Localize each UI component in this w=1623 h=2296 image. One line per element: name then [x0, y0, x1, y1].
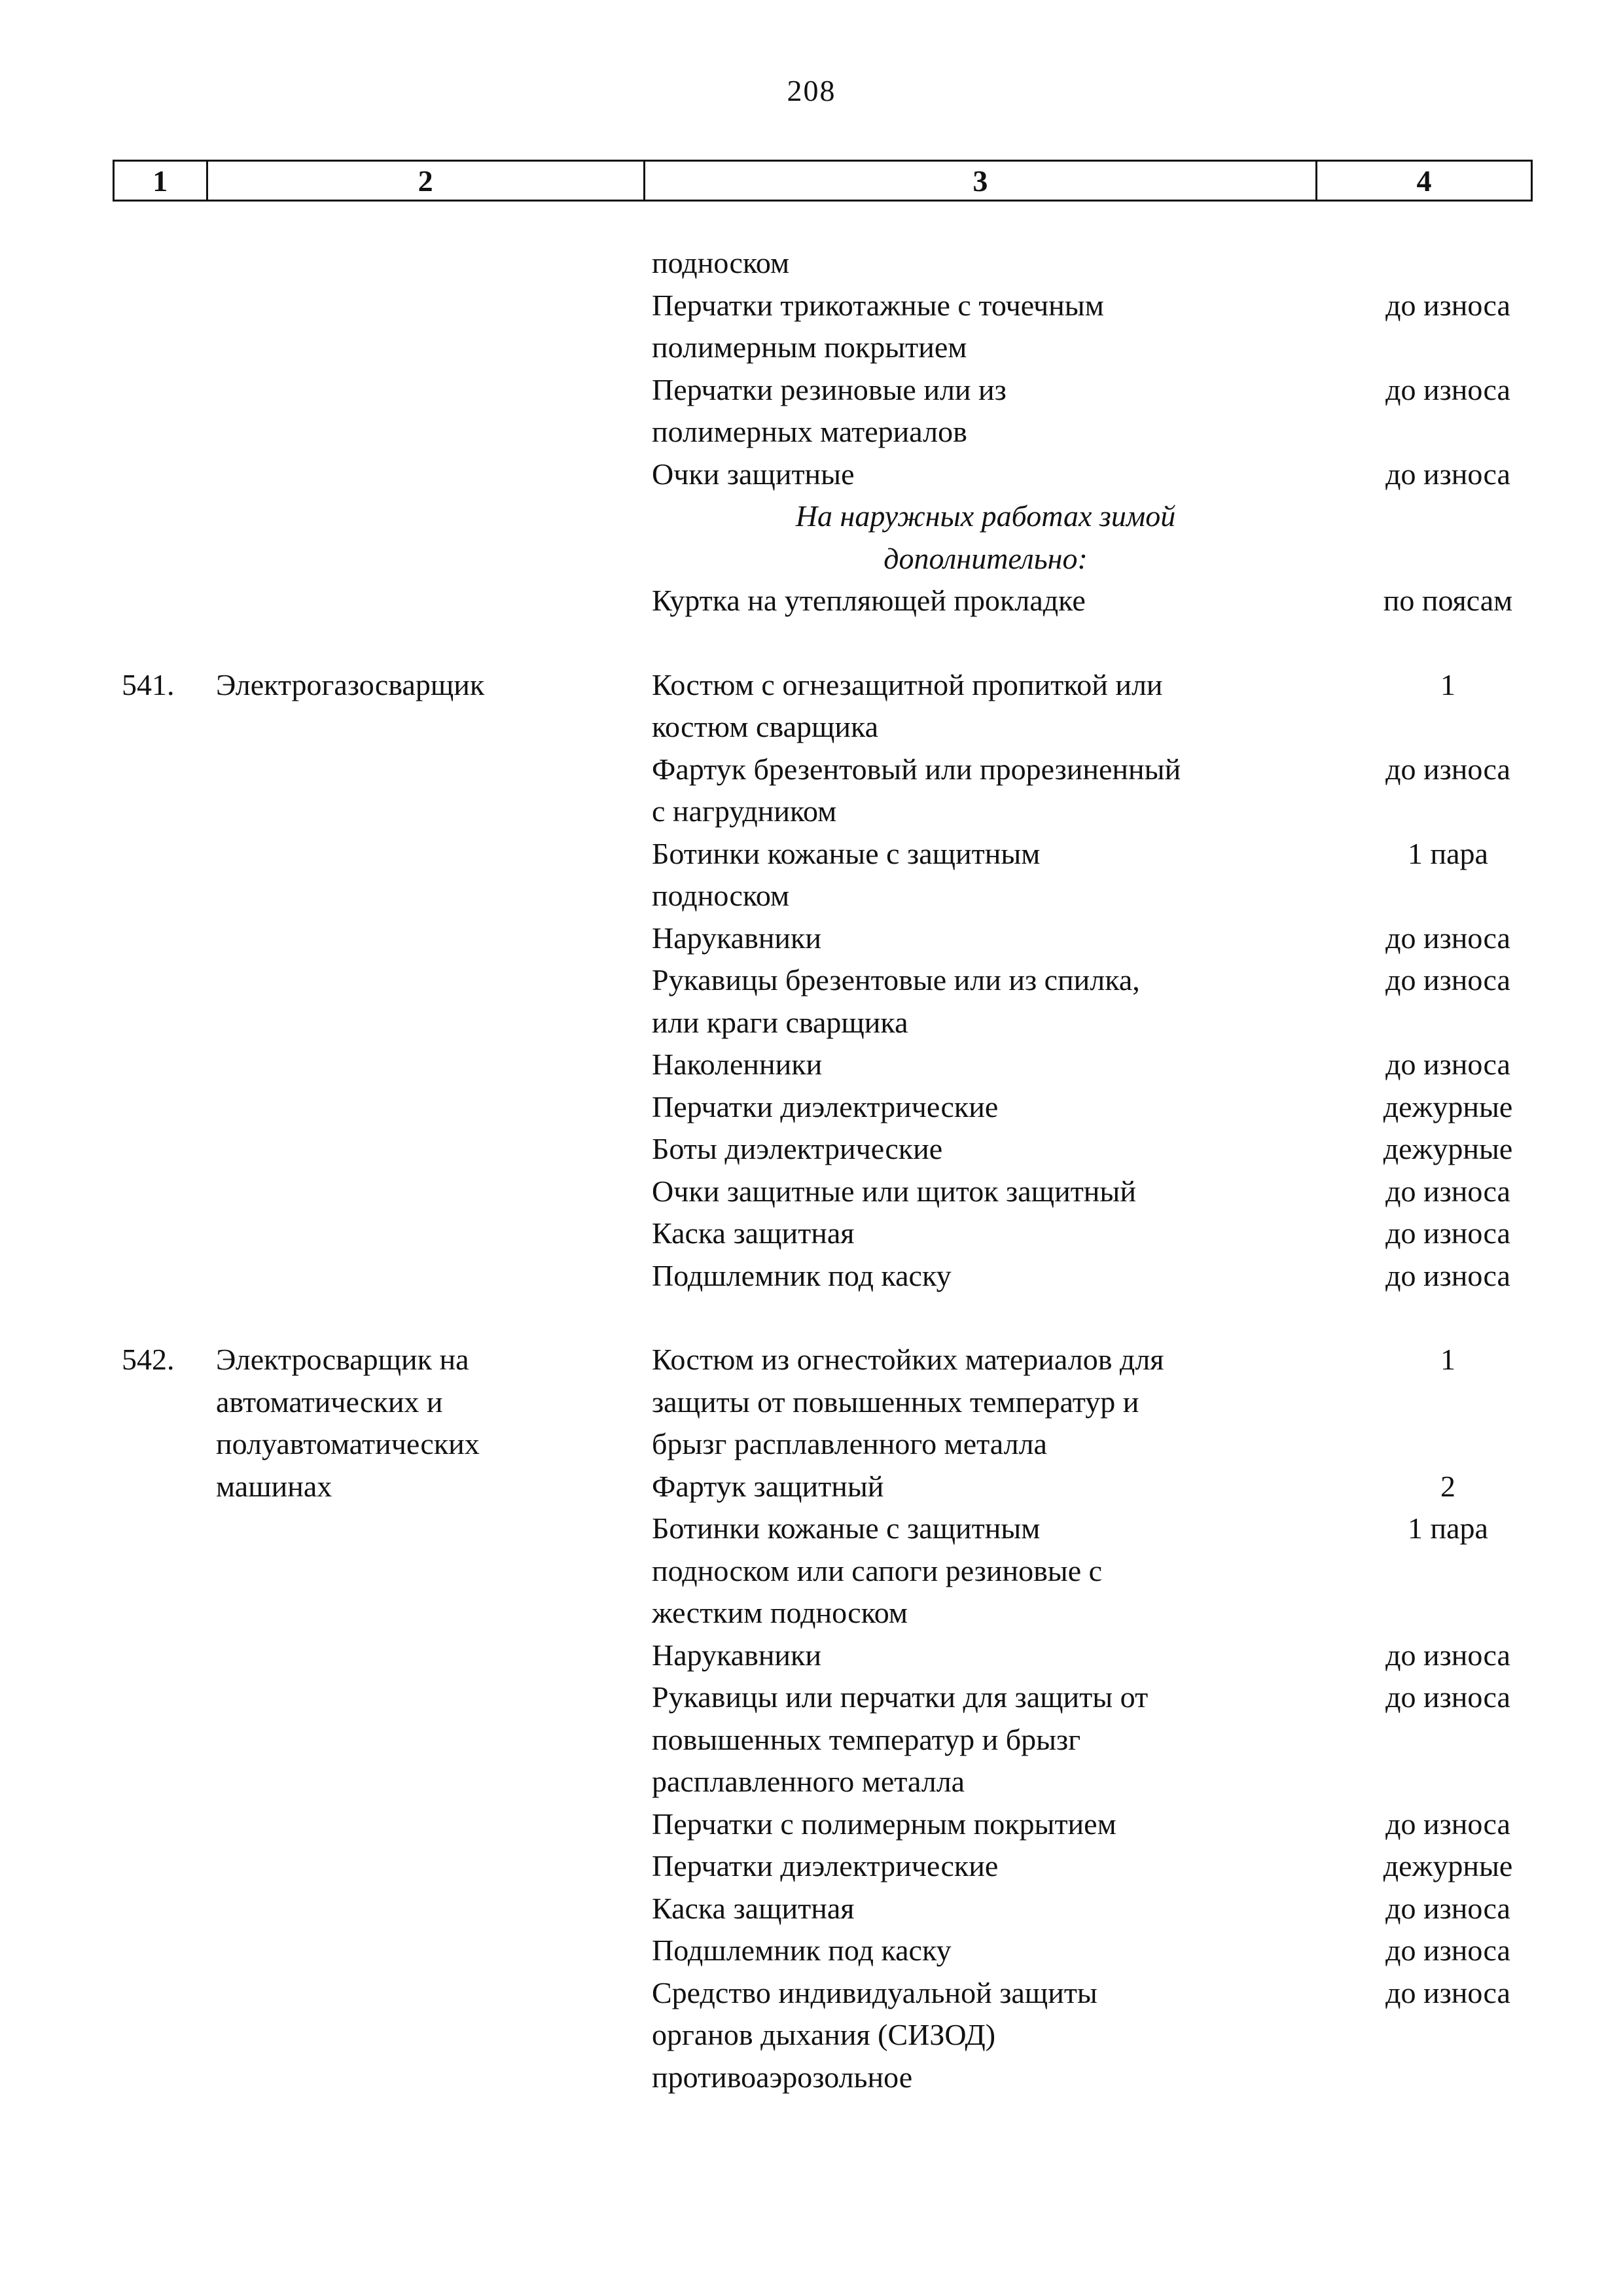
ppe-item: повышенных температур и брызг: [652, 1722, 1081, 1756]
ppe-item: Перчатки трикотажные с точечным: [652, 288, 1104, 322]
issue-norm: до износа: [1385, 1216, 1510, 1250]
issue-norm: до износа: [1385, 1048, 1510, 1081]
list-item: [0, 1255, 1623, 1298]
issue-norm: до износа: [1385, 1680, 1510, 1714]
list-item: [0, 1592, 1623, 1634]
page-number: 208: [787, 74, 836, 107]
issue-norm: до износа: [1385, 1975, 1510, 2009]
issue-norm: до износа: [1385, 1891, 1510, 1925]
ppe-item: костюм сварщика: [652, 710, 879, 743]
row-number: 541.: [122, 667, 175, 701]
issue-norm: до износа: [1385, 1638, 1510, 1672]
section-gap: [0, 1297, 1623, 1339]
issue-norm: до износа: [1385, 457, 1510, 491]
list-item: [0, 1171, 1623, 1213]
ppe-item: Перчатки диэлектрические: [652, 1089, 999, 1123]
ppe-item: Рукавицы брезентовые или из спилка,: [652, 963, 1140, 997]
header-col-1: 1: [115, 162, 208, 200]
ppe-item: или краги сварщика: [652, 1005, 908, 1039]
list-item: [0, 538, 1623, 580]
ppe-item: полимерных материалов: [652, 415, 967, 448]
list-item: [0, 1466, 1623, 1508]
list-item: [0, 1761, 1623, 1803]
ppe-item: Фартук защитный: [652, 1469, 884, 1503]
occupation-line: Электросварщик на: [216, 1343, 469, 1376]
list-item: [0, 706, 1623, 749]
issue-norm: дежурные: [1383, 1132, 1513, 1165]
ppe-item: подноском: [652, 879, 790, 912]
ppe-item: Подшлемник под каску: [652, 1258, 952, 1292]
list-item: [0, 1972, 1623, 2015]
ppe-item: подноском: [652, 246, 790, 279]
issue-norm: до износа: [1385, 288, 1510, 322]
ppe-item: Боты диэлектрические: [652, 1132, 943, 1165]
list-item: [0, 369, 1623, 412]
table-row: [0, 1339, 1623, 2098]
issue-norm: дежурные: [1383, 1849, 1513, 1882]
issue-norm: 1 пара: [1408, 1511, 1488, 1545]
ppe-item: противоаэрозольное: [652, 2060, 913, 2094]
issue-norm: до износа: [1385, 1174, 1510, 1208]
ppe-item: Наколенники: [652, 1048, 823, 1081]
ppe-item: Очки защитные или щиток защитный: [652, 1174, 1136, 1208]
issue-norm: до износа: [1385, 921, 1510, 955]
table-row: [0, 664, 1623, 1298]
list-item: [0, 749, 1623, 791]
list-item: [0, 664, 1623, 707]
list-item: [0, 1930, 1623, 1972]
ppe-item: Костюм из огнестойких материалов для: [652, 1343, 1164, 1376]
issue-norm: до износа: [1385, 372, 1510, 406]
ppe-item: жестким подноском: [652, 1596, 908, 1629]
list-item: [0, 790, 1623, 833]
table-header: [113, 160, 1533, 202]
ppe-item: полимерным покрытием: [652, 330, 967, 364]
list-item: [0, 1845, 1623, 1888]
list-item: [0, 285, 1623, 327]
issue-norm: до износа: [1385, 963, 1510, 997]
issue-norm: 2: [1440, 1469, 1455, 1503]
list-item: [0, 1803, 1623, 1846]
issue-norm: 1 пара: [1408, 836, 1488, 870]
table-body: [0, 242, 1623, 2098]
list-item: [0, 411, 1623, 453]
ppe-item: брызг расплавленного металла: [652, 1427, 1047, 1460]
list-item: [0, 1212, 1623, 1255]
ppe-item: Нарукавники: [652, 921, 822, 955]
ppe-item: Рукавицы или перчатки для защиты от: [652, 1680, 1149, 1714]
list-item: [0, 1044, 1623, 1086]
list-item: [0, 1888, 1623, 1930]
table-row: [0, 242, 1623, 622]
ppe-item: Куртка на утепляющей прокладке: [652, 584, 1086, 617]
issue-norm: до износа: [1385, 752, 1510, 786]
list-item: [0, 327, 1623, 369]
issue-norm: до износа: [1385, 1258, 1510, 1292]
list-item: [0, 1002, 1623, 1044]
issue-norm: 1: [1440, 667, 1455, 701]
ppe-item: расплавленного металла: [652, 1765, 965, 1798]
list-item: [0, 580, 1623, 622]
ppe-item: Перчатки резиновые или из: [652, 372, 1007, 406]
row-number: 542.: [122, 1343, 175, 1376]
ppe-item: Костюм с огнезащитной пропиткой или: [652, 667, 1163, 701]
ppe-item: Очки защитные: [652, 457, 855, 491]
list-item: [0, 453, 1623, 496]
list-item: [0, 242, 1623, 285]
ppe-item: подноском или сапоги резиновые с: [652, 1553, 1103, 1587]
issue-norm: до износа: [1385, 1934, 1510, 1967]
list-item: [0, 1086, 1623, 1129]
list-item: [0, 1676, 1623, 1719]
ppe-item: Фартук брезентовый или прорезиненный: [652, 752, 1181, 786]
ppe-item: Каска защитная: [652, 1216, 855, 1250]
ppe-item: Ботинки кожаные с защитным: [652, 1511, 1041, 1545]
occupation-line: машинах: [216, 1469, 332, 1503]
list-item: [0, 1634, 1623, 1677]
list-item: [0, 833, 1623, 875]
ppe-item: Нарукавники: [652, 1638, 822, 1672]
list-item: [0, 875, 1623, 917]
list-item: [0, 959, 1623, 1002]
occupation-line: автоматических и: [216, 1385, 443, 1419]
occupation-line: Электрогазосварщик: [216, 667, 485, 701]
list-item: [0, 1381, 1623, 1424]
ppe-item: Средство индивидуальной защиты: [652, 1975, 1097, 2009]
list-item: [0, 1508, 1623, 1550]
ppe-item: с нагрудником: [652, 794, 837, 828]
list-item: [0, 1423, 1623, 1466]
issue-norm: до износа: [1385, 1807, 1510, 1841]
subheading: На наружных работах зимой: [795, 499, 1176, 533]
issue-norm: 1: [1440, 1343, 1455, 1376]
list-item: [0, 495, 1623, 538]
list-item: [0, 2057, 1623, 2099]
ppe-item: Каска защитная: [652, 1891, 855, 1925]
ppe-item: Перчатки диэлектрические: [652, 1849, 999, 1882]
header-col-2: 2: [208, 162, 645, 200]
issue-norm: дежурные: [1383, 1089, 1513, 1123]
subheading: дополнительно:: [883, 541, 1088, 575]
list-item: [0, 2014, 1623, 2057]
ppe-item: органов дыхания (СИЗОД): [652, 2018, 996, 2051]
list-item: [0, 1128, 1623, 1171]
section-gap: [0, 622, 1623, 664]
occupation-line: полуавтоматических: [216, 1427, 480, 1460]
ppe-item: Перчатки с полимерным покрытием: [652, 1807, 1116, 1841]
ppe-item: защиты от повышенных температур и: [652, 1385, 1139, 1419]
list-item: [0, 917, 1623, 960]
list-item: [0, 1719, 1623, 1761]
issue-norm: по поясам: [1383, 584, 1513, 617]
ppe-item: Подшлемник под каску: [652, 1934, 952, 1967]
list-item: [0, 1550, 1623, 1593]
header-col-4: 4: [1416, 164, 1432, 198]
header-col-3: 3: [645, 162, 1317, 200]
ppe-item: Ботинки кожаные с защитным: [652, 836, 1041, 870]
list-item: [0, 1339, 1623, 1381]
